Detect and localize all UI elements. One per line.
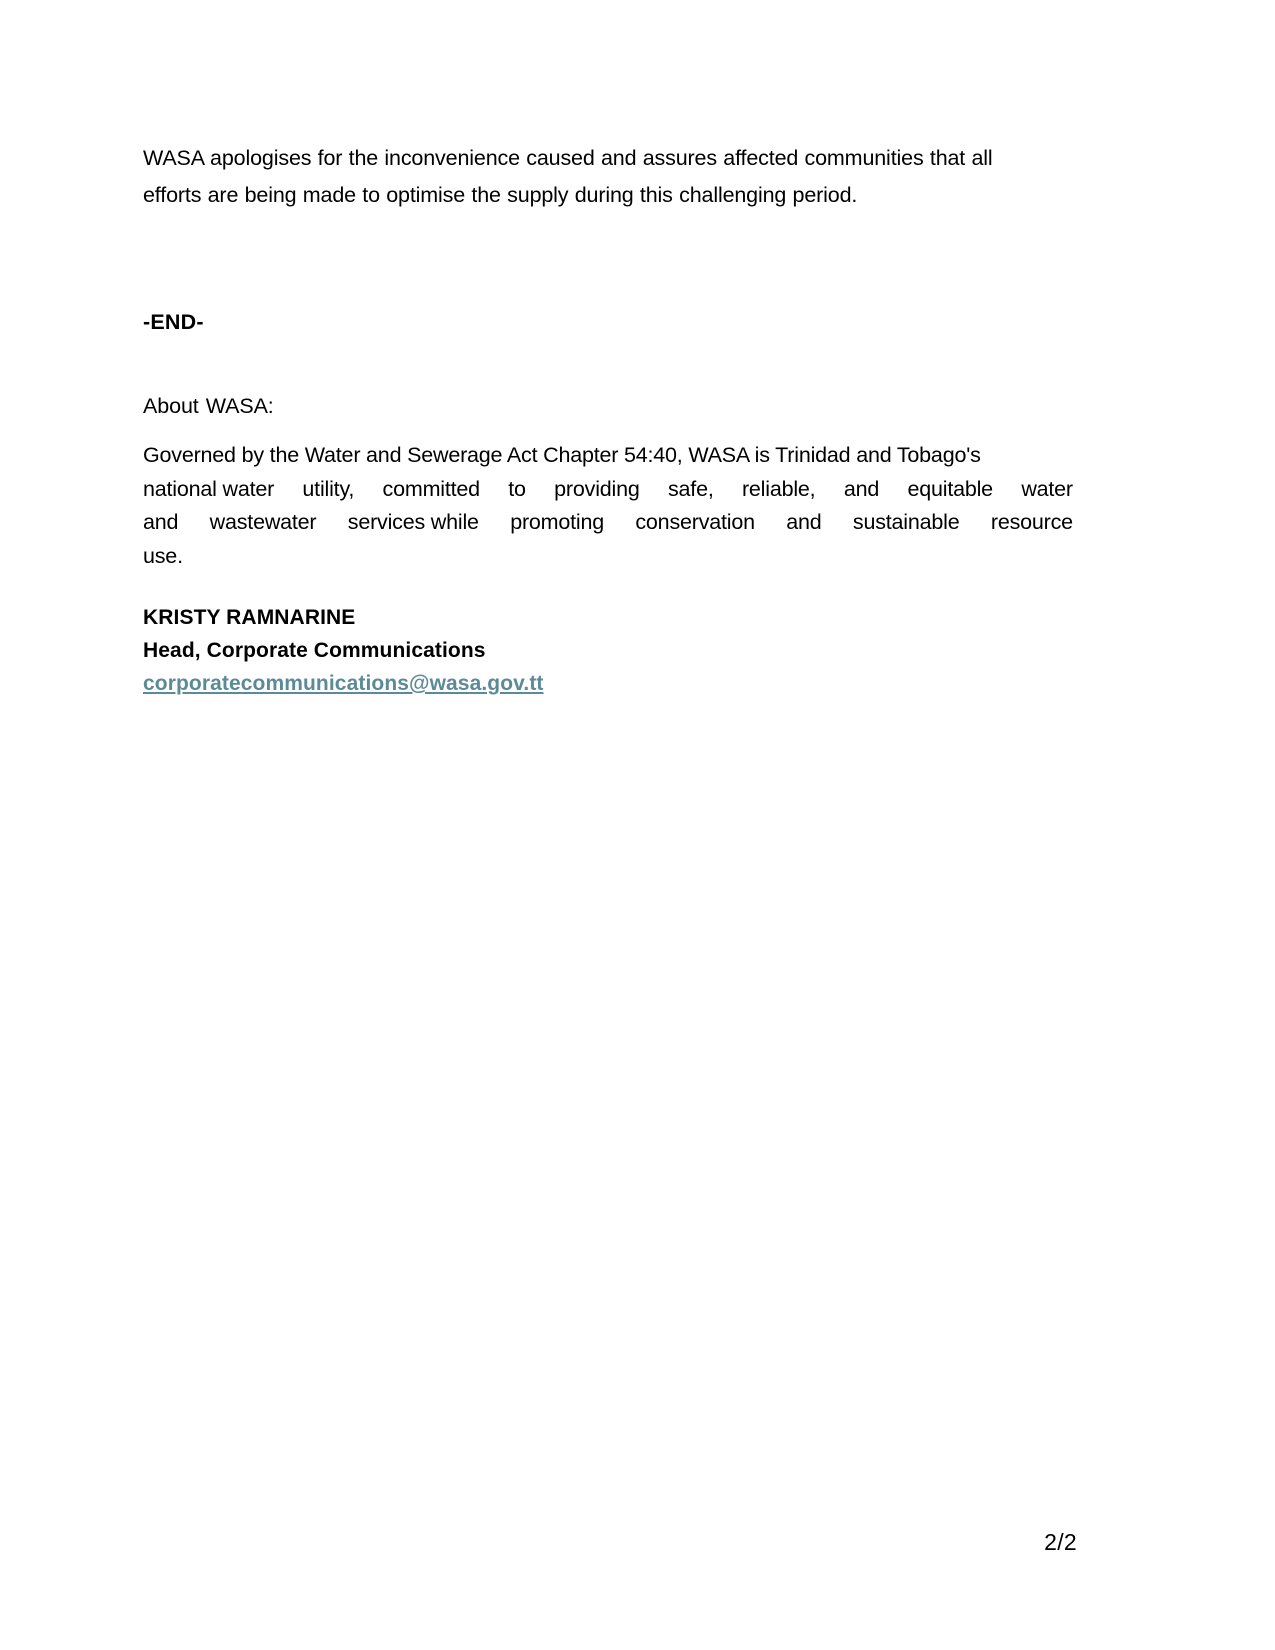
about-line-2-word: to	[508, 476, 526, 501]
about-wasa-heading	[143, 391, 1073, 421]
about-line-3-word: and	[786, 510, 822, 534]
about-line-2-word: safe,	[667, 476, 714, 501]
about-line-2-word: utility,	[302, 476, 355, 501]
about-line-3-word: promoting	[510, 510, 604, 534]
about-line-4: use.	[143, 543, 183, 568]
about-line-2-word: committed	[382, 476, 480, 501]
about-line-2	[143, 473, 1073, 507]
about-line-1: Governed by the Water and Sewerage Act Chapter 54:40, WASA is Trinidad and Tobago's	[143, 443, 981, 467]
signatory-email-link[interactable]: corporatecommunications@wasa.gov.tt	[143, 672, 544, 695]
about-line-3-word: and	[143, 510, 179, 534]
spacer-before-signature	[143, 573, 1073, 601]
end-marker: -END-	[143, 310, 204, 334]
signatory-title: Head, Corporate Communications	[143, 639, 486, 662]
about-line-2-word: national water	[143, 476, 275, 501]
intro-paragraph	[143, 140, 1073, 214]
about-line-3-word: services while	[347, 510, 479, 534]
about-line-2-word: water	[1021, 476, 1073, 501]
about-line-3-word: conservation	[635, 510, 755, 534]
about-line-3	[143, 506, 1073, 540]
about-wasa-paragraph	[143, 439, 1073, 573]
spacer-before-about-heading	[143, 335, 1073, 391]
intro-line-1: WASA apologises for the inconvenience caused and assures affected communities that all	[143, 146, 993, 170]
about-line-2-word: reliable,	[741, 476, 816, 501]
signatory-name: KRISTY RAMNARINE	[143, 606, 356, 629]
about-line-2-word: and	[843, 476, 880, 501]
about-line-3-word: resource	[990, 510, 1073, 534]
about-line-2-word: equitable	[907, 476, 993, 501]
spacer-before-about-body	[143, 421, 1073, 439]
about-heading-word-1: About	[143, 394, 199, 418]
page-number: 2/2	[1044, 1529, 1077, 1555]
about-heading-word-2: WASA:	[205, 394, 274, 418]
about-line-3-word: wastewater	[209, 510, 317, 534]
about-line-3-word: sustainable	[852, 510, 960, 534]
document-body	[143, 140, 1073, 700]
spacer-before-end-marker	[143, 214, 1073, 309]
about-line-2-word: providing	[554, 476, 640, 501]
intro-line-2: efforts are being made to optimise the supply during this challenging period.	[143, 183, 858, 207]
